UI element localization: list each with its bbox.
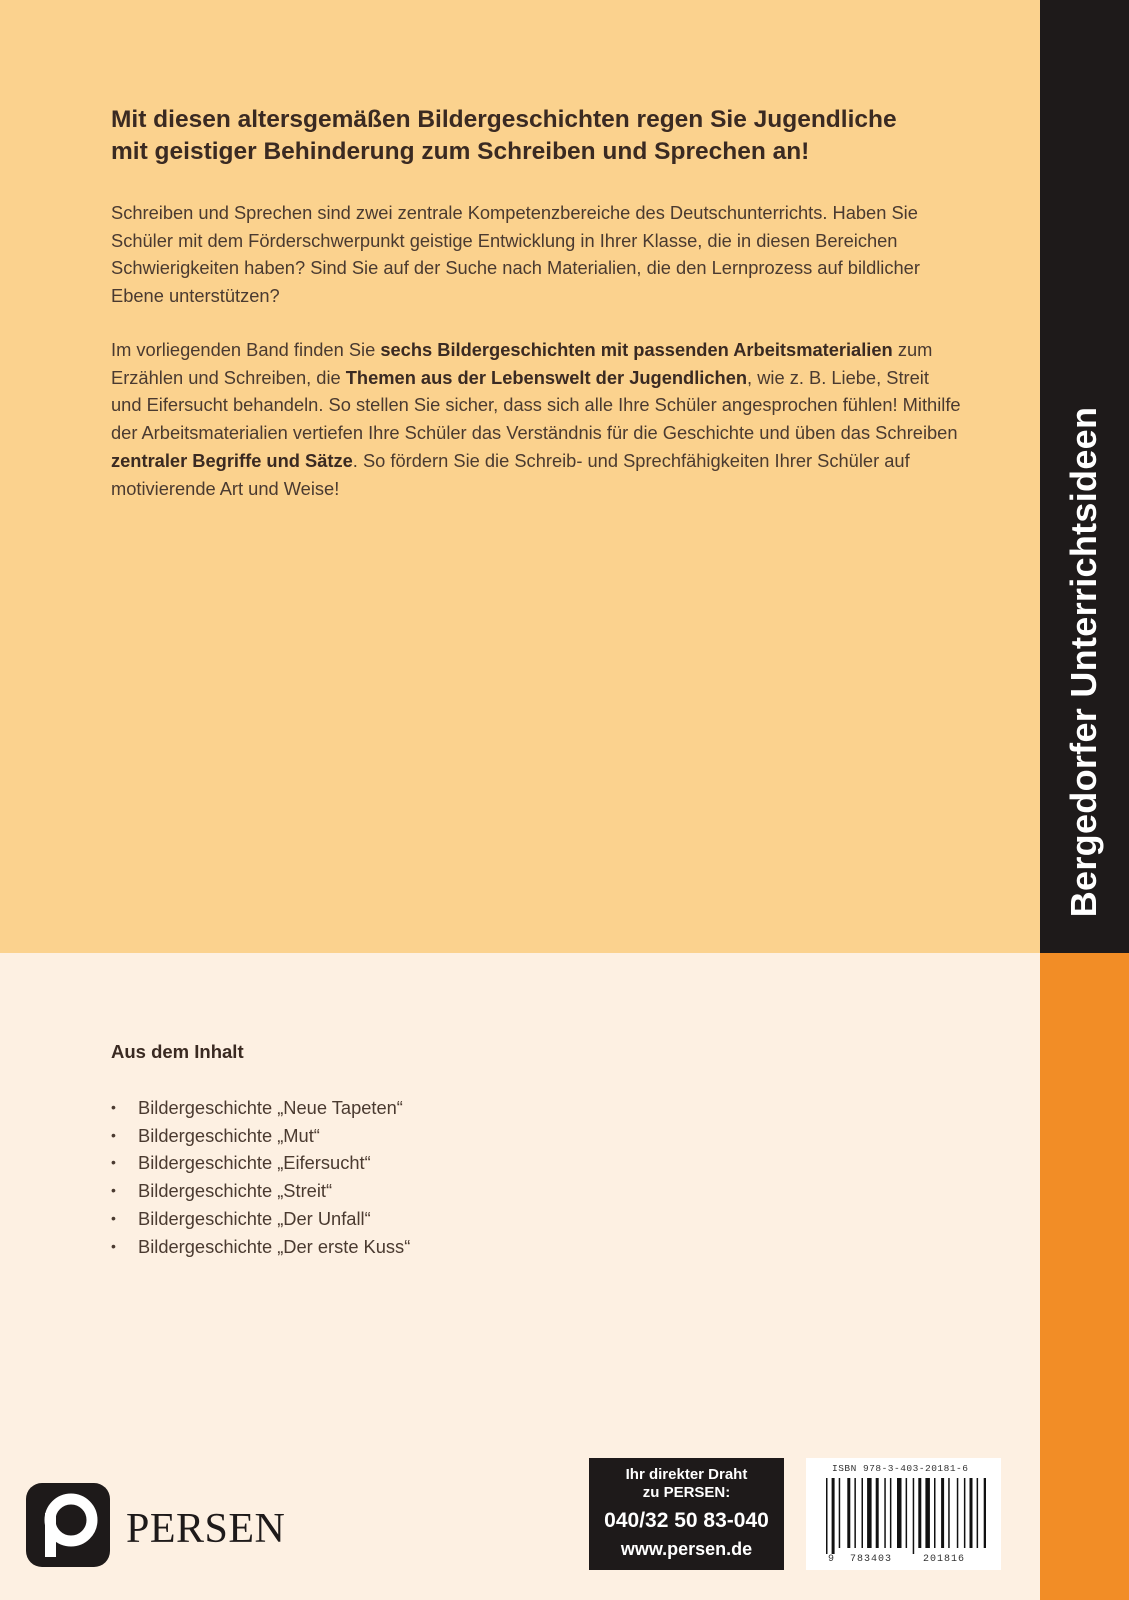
list-item — [111, 1177, 410, 1205]
barcode-bar — [918, 1478, 921, 1548]
list-item — [111, 1233, 410, 1261]
barcode-bar — [964, 1478, 966, 1548]
barcode-bar — [862, 1478, 864, 1548]
barcode-digits-left: 783403 — [850, 1554, 893, 1565]
barcode-bar — [884, 1478, 886, 1548]
contact-phone: 040/32 50 83-040 — [604, 1509, 769, 1532]
barcode-bar — [867, 1478, 872, 1548]
headline: Mit diesen altersgemäßen Bildergeschichten regen Sie Jugendliche mit geistiger Behinderung zum Schreiben und Sprechen an! — [111, 106, 897, 165]
contact-website: www.persen.de — [620, 1539, 753, 1559]
list-item-label: Bildergeschichte „Eifersucht“ — [138, 1152, 371, 1174]
list-item-label: Bildergeschichte „Mut“ — [138, 1124, 320, 1146]
barcode — [806, 1458, 1001, 1570]
barcode-bar — [854, 1478, 856, 1548]
bullet-icon: • — [111, 1237, 116, 1254]
list-item-label: Bildergeschichte „Neue Tapeten“ — [138, 1097, 403, 1118]
bold-run: sechs Bildergeschichten mit passenden Arbeitsmaterialien — [380, 339, 893, 360]
bold-run: Themen aus der Lebenswelt der Jugendlichen — [345, 366, 748, 388]
bullet-icon: • — [111, 1126, 116, 1143]
barcode-digit-first: 9 — [828, 1554, 836, 1565]
list-item-label: Bildergeschichte „Der erste Kuss“ — [138, 1235, 411, 1257]
barcode-bar — [847, 1478, 850, 1548]
barcode-bar — [913, 1478, 915, 1554]
barcode-digits-right: 201816 — [923, 1554, 966, 1565]
contact-line-2: zu PERSEN: — [642, 1484, 731, 1501]
list-item-label: Bildergeschichte „Der Unfall“ — [138, 1207, 371, 1229]
barcode-bar — [826, 1478, 828, 1554]
barcode-bar — [897, 1478, 902, 1548]
isbn-label: ISBN 978-3-403-20181-6 — [832, 1463, 969, 1474]
barcode-bar — [970, 1478, 973, 1548]
intro-paragraph: Schreiben und Sprechen sind zwei zentrale Kompetenzbereiche des Deutschunterrichts. Haben Sie Schüler mit dem Förderschwerpunkt geistige Entwicklung in Ihrer Klasse, die in diesen Bereichen Schwierigkeiten haben? Sind Sie auf der Suche nach Materialien, die den Lernprozess auf bildlicher Ebene unterstützen? — [111, 202, 920, 307]
barcode-bar — [977, 1478, 979, 1548]
bullet-icon: • — [111, 1209, 116, 1226]
barcode-bar — [890, 1478, 892, 1548]
contents-heading: Aus dem Inhalt — [111, 1041, 244, 1062]
list-item-label: Bildergeschichte „Streit“ — [138, 1180, 333, 1202]
contents-list — [111, 1094, 410, 1260]
barcode-bar — [934, 1478, 936, 1548]
bold-run: zentraler Begriffe und Sätze — [111, 449, 353, 471]
barcode-bar — [906, 1478, 908, 1548]
barcode-bar — [941, 1478, 944, 1548]
bullet-icon: • — [111, 1154, 116, 1171]
list-item — [111, 1149, 410, 1177]
barcode-bar — [948, 1478, 950, 1548]
text-run: Im vorliegenden Band finden Sie — [111, 339, 381, 360]
list-item — [111, 1094, 410, 1122]
text-run: . So fördern Sie die Schreib- und Sprechfähigkeiten Ihrer Schüler auf motivierende Art und Weise! — [111, 449, 910, 499]
barcode-bar — [839, 1478, 841, 1548]
spine-orange-band — [1040, 953, 1129, 1600]
persen-p-logo-icon — [26, 1483, 110, 1567]
series-title: Bergedorfer Unterrichtsideen — [1063, 406, 1104, 918]
list-item — [111, 1122, 410, 1150]
text-run: zum Erzählen und Schreiben, die — [111, 339, 933, 388]
barcode-bar — [984, 1478, 986, 1548]
barcode-bar — [876, 1478, 879, 1548]
barcode-bar — [925, 1478, 930, 1548]
barcode-bars — [826, 1478, 986, 1554]
contact-line-1: Ihr direkter Draht — [625, 1466, 748, 1483]
list-item — [111, 1205, 410, 1233]
publisher-name: PERSEN — [126, 1506, 286, 1552]
barcode-bar — [957, 1478, 959, 1548]
text-run: , wie z. B. Liebe, Streit und Eifersucht behandeln. So stellen Sie sicher, dass sich alle Ihre Schüler angesprochen fühlen! Mithilfe der Arbeitsmaterialien vertiefen Ihre Schüler das Verständnis für die Geschichte und üben das Schreiben — [111, 366, 961, 444]
description-paragraph — [111, 336, 961, 502]
bullet-icon: • — [111, 1182, 116, 1199]
bullet-icon: • — [111, 1099, 116, 1115]
barcode-bar — [832, 1478, 835, 1554]
contact-box — [589, 1458, 784, 1570]
